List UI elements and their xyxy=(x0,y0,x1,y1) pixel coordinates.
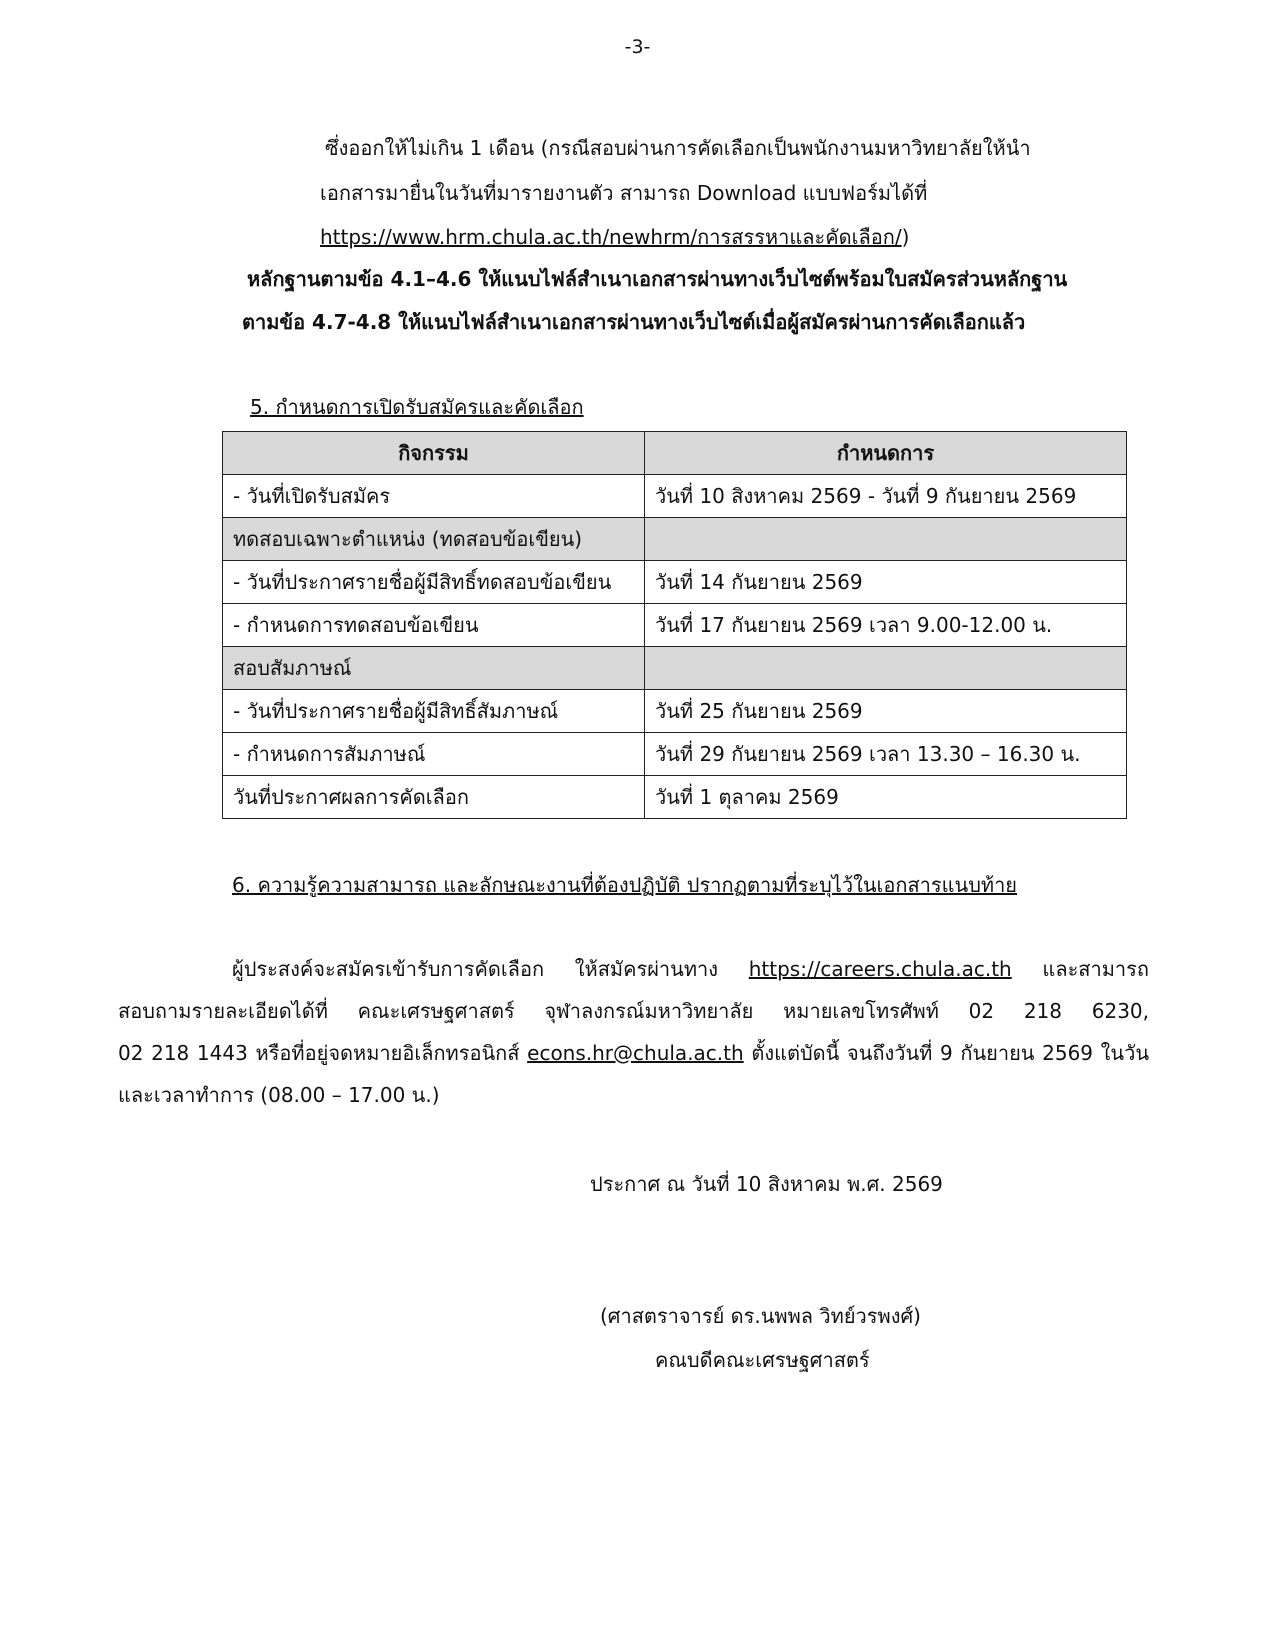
contact-line-1 xyxy=(232,955,1149,983)
activity-cell: - กำหนดการทดสอบข้อเขียน xyxy=(223,604,645,647)
table-section-row xyxy=(223,518,1127,561)
contact-line-3-suffix: ตั้งแต่บัดนี้ จนถึงวันที่ 9 กันยายน 2569 ในวัน xyxy=(751,1041,1150,1065)
table-row xyxy=(223,561,1127,604)
activity-cell: วันที่ประกาศผลการคัดเลือก xyxy=(223,776,645,819)
contact-line-3 xyxy=(118,1039,1149,1067)
contact-line-3-prefix: 02 218 1443 หรือที่อยู่จดหมายอิเล็กทรอนิกส์ xyxy=(118,1041,520,1065)
intro-line-3 xyxy=(320,223,909,251)
schedule-cell xyxy=(645,647,1127,690)
schedule-table xyxy=(222,431,1127,819)
careers-link[interactable]: https://careers.chula.ac.th xyxy=(748,957,1012,981)
intro-line-1: ซึ่งออกให้ไม่เกิน 1 เดือน (กรณีสอบผ่านการคัดเลือกเป็นพนักงานมหาวิทยาลัยให้นำ xyxy=(325,136,1031,160)
section-5-heading: 5. กำหนดการเปิดรับสมัครและคัดเลือก xyxy=(250,395,584,419)
contact-line-1-prefix: ผู้ประสงค์จะสมัครเข้ารับการคัดเลือก ให้สมัครผ่านทาง xyxy=(232,957,719,981)
schedule-cell: วันที่ 17 กันยายน 2569 เวลา 9.00-12.00 น. xyxy=(645,604,1127,647)
schedule-cell: วันที่ 25 กันยายน 2569 xyxy=(645,690,1127,733)
table-row xyxy=(223,690,1127,733)
table-row xyxy=(223,776,1127,819)
table-section-row xyxy=(223,647,1127,690)
contact-line-1-suffix: และสามารถ xyxy=(1042,957,1150,981)
schedule-cell: วันที่ 29 กันยายน 2569 เวลา 13.30 – 16.30 น. xyxy=(645,733,1127,776)
schedule-cell: วันที่ 10 สิงหาคม 2569 - วันที่ 9 กันยายน 2569 xyxy=(645,475,1127,518)
activity-cell: - วันที่ประกาศรายชื่อผู้มีสิทธิ์ทดสอบข้อเขียน xyxy=(223,561,645,604)
page-number: -3- xyxy=(624,36,651,58)
activity-cell: - กำหนดการสัมภาษณ์ xyxy=(223,733,645,776)
table-row xyxy=(223,604,1127,647)
signatory-title: คณบดีคณะเศรษฐศาสตร์ xyxy=(655,1348,870,1372)
table-row xyxy=(223,733,1127,776)
activity-cell: - วันที่เปิดรับสมัคร xyxy=(223,475,645,518)
activity-cell: - วันที่ประกาศรายชื่อผู้มีสิทธิ์สัมภาษณ์ xyxy=(223,690,645,733)
schedule-cell: วันที่ 14 กันยายน 2569 xyxy=(645,561,1127,604)
contact-email-link[interactable]: econs.hr@chula.ac.th xyxy=(527,1041,744,1065)
hrm-form-link[interactable]: https://www.hrm.chula.ac.th/newhrm/การสรรหาและคัดเลือก/ xyxy=(320,225,902,249)
evidence-note-line-2: ตามข้อ 4.7-4.8 ให้แนบไฟล์สำเนาเอกสารผ่านทางเว็บไซต์เมื่อผู้สมัครผ่านการคัดเลือกแล้ว xyxy=(242,310,1026,334)
contact-line-2: สอบถามรายละเอียดได้ที่ คณะเศรษฐศาสตร์ จุฬาลงกรณ์มหาวิทยาลัย หมายเลขโทรศัพท์ 02 218 6230, xyxy=(118,999,1149,1023)
link-suffix: ) xyxy=(901,225,910,249)
schedule-cell: วันที่ 1 ตุลาคม 2569 xyxy=(645,776,1127,819)
activity-cell: สอบสัมภาษณ์ xyxy=(223,647,645,690)
section-6-heading: 6. ความรู้ความสามารถ และลักษณะงานที่ต้องปฏิบัติ ปรากฏตามที่ระบุไว้ในเอกสารแนบท้าย xyxy=(232,873,1018,897)
table-header-row xyxy=(223,432,1127,475)
header-schedule: กำหนดการ xyxy=(645,432,1127,475)
table-row xyxy=(223,475,1127,518)
intro-line-2: เอกสารมายื่นในวันที่มารายงานตัว สามารถ Download แบบฟอร์มได้ที่ xyxy=(320,181,928,205)
schedule-cell xyxy=(645,518,1127,561)
signatory-name: (ศาสตราจารย์ ดร.นพพล วิทย์วรพงศ์) xyxy=(600,1304,921,1328)
header-activity: กิจกรรม xyxy=(223,432,645,475)
contact-line-4: และเวลาทำการ (08.00 – 17.00 น.) xyxy=(118,1083,440,1107)
activity-cell: ทดสอบเฉพาะตำแหน่ง (ทดสอบข้อเขียน) xyxy=(223,518,645,561)
announcement-date: ประกาศ ณ วันที่ 10 สิงหาคม พ.ศ. 2569 xyxy=(590,1172,943,1196)
evidence-note-line-1: หลักฐานตามข้อ 4.1–4.6 ให้แนบไฟล์สำเนาเอกสารผ่านทางเว็บไซต์พร้อมใบสมัครส่วนหลักฐาน xyxy=(247,267,1068,291)
